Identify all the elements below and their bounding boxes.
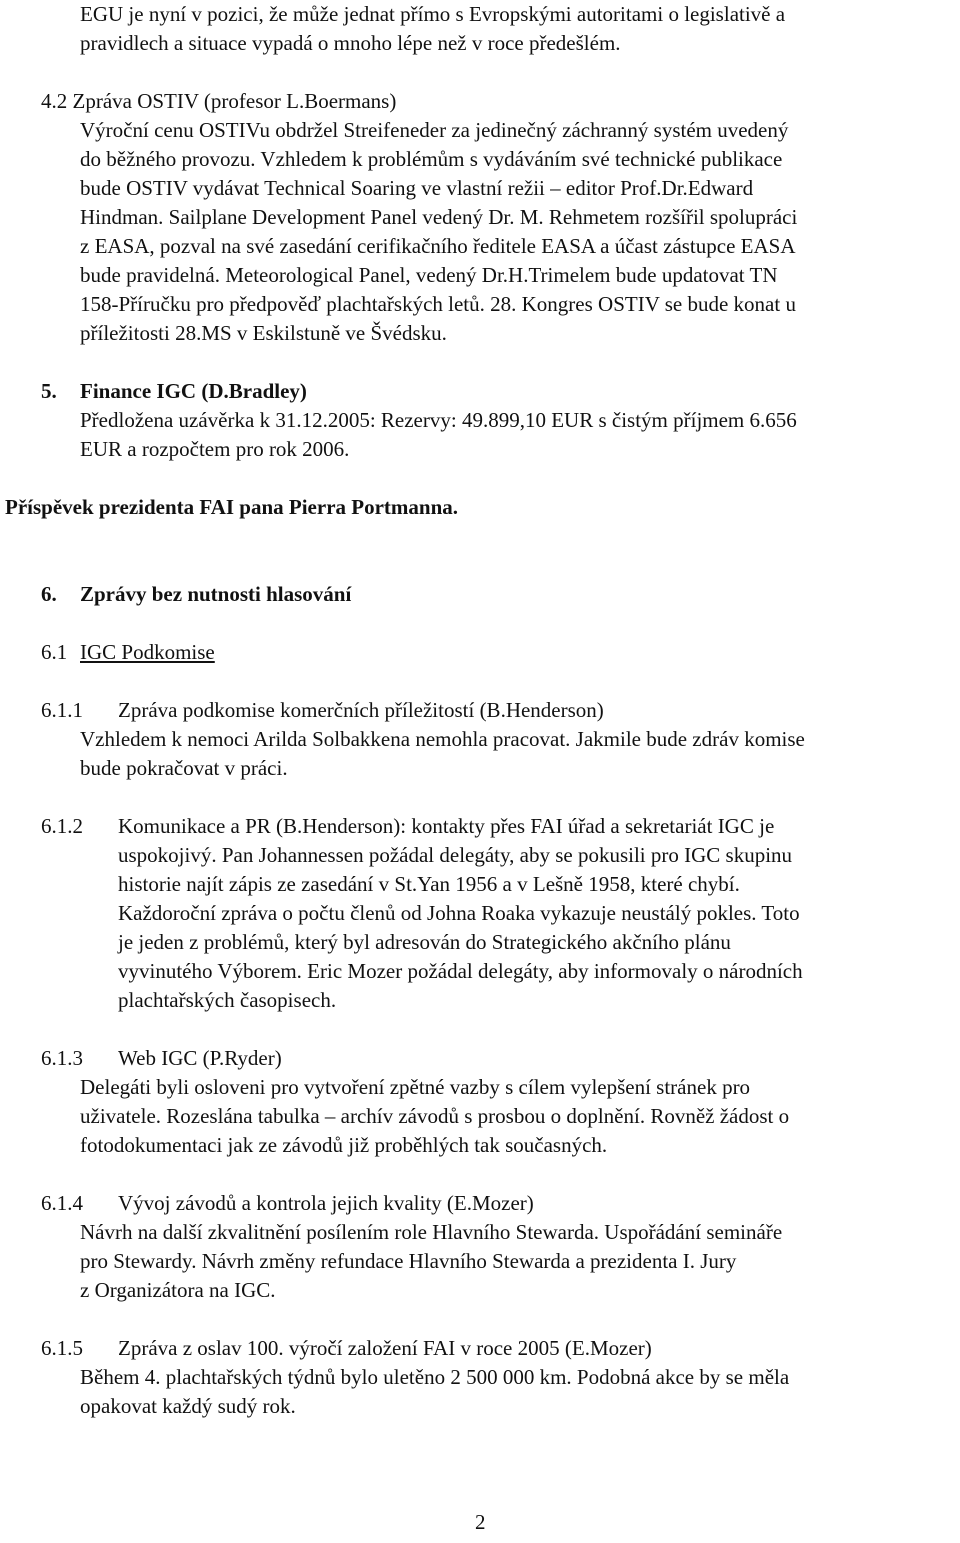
- section-6-1-2-line: vyvinutého Výborem. Eric Mozer požádal delegáty, aby informovaly o národních: [118, 959, 803, 983]
- section-4-2-line: do běžného provozu. Vzhledem k problémům s vydáváním své technické publikace: [80, 147, 783, 171]
- section-6-1-3-line: uživatele. Rozeslána tabulka – archív závodů s prosbou o doplnění. Rovněž žádost o: [80, 1104, 790, 1128]
- president-contribution-heading: Příspěvek prezidenta FAI pana Pierra Portmanna.: [5, 495, 459, 519]
- section-6-1-1-number: 6.1.1: [41, 698, 83, 722]
- section-6-1-4-number: 6.1.4: [41, 1191, 83, 1215]
- section-6-1-4-title: Vývoj závodů a kontrola jejich kvality (E.Mozer): [118, 1191, 534, 1215]
- section-6-1-5-number: 6.1.5: [41, 1336, 83, 1360]
- section-6-1-2-line: Každoroční zpráva o počtu členů od Johna Roaka vykazuje neustálý pokles. Toto: [118, 901, 800, 925]
- page-number: 2: [475, 1510, 486, 1534]
- section-6-1-2-line: plachtařských časopisech.: [118, 988, 337, 1012]
- section-6-1-1-line: Vzhledem k nemoci Arilda Solbakkena nemohla pracovat. Jakmile bude zdráv komise: [80, 727, 805, 751]
- section-4-2-line: bude OSTIV vydávat Technical Soaring ve vlastní režii – editor Prof.Dr.Edward: [80, 176, 754, 200]
- section-6-1-5-line: opakovat každý sudý rok.: [80, 1394, 296, 1418]
- section-6-1-3-number: 6.1.3: [41, 1046, 83, 1070]
- section-6-1-4-line: Návrh na další zkvalitnění posílením role Hlavního Stewarda. Uspořádání semináře: [80, 1220, 783, 1244]
- section-4-2-line: bude pravidelná. Meteorological Panel, vedený Dr.H.Trimelem bude updatovat TN: [80, 263, 778, 287]
- section-6-1-1-line: bude pokračovat v práci.: [80, 756, 288, 780]
- section-6-1-2-line: je jeden z problémů, který byl adresován do Strategického akčního plánu: [118, 930, 731, 954]
- section-6-1-4-line: z Organizátora na IGC.: [80, 1278, 276, 1302]
- section-6-1-3-line: Delegáti byli osloveni pro vytvoření zpětné vazby s cílem vylepšení stránek pro: [80, 1075, 751, 1099]
- section-5-title: Finance IGC (D.Bradley): [80, 379, 307, 403]
- section-5-line: Předložena uzávěrka k 31.12.2005: Rezervy: 49.899,10 EUR s čistým příjmem 6.656: [80, 408, 797, 432]
- section-4-2-line: Výroční cenu OSTIVu obdržel Streifeneder za jedinečný záchranný systém uvedený: [80, 118, 789, 142]
- section-6-1-2-line: uspokojivý. Pan Johannessen požádal delegáty, aby se pokusili pro IGC skupinu: [118, 843, 793, 867]
- section-6-1-2-line: Komunikace a PR (B.Henderson): kontakty přes FAI úřad a sekretariát IGC je: [118, 814, 775, 838]
- section-6-1-5-line: Během 4. plachtařských týdnů bylo uletěno 2 500 000 km. Podobná akce by se měla: [80, 1365, 790, 1389]
- section-6-1-4-line: pro Stewardy. Návrh změny refundace Hlavního Stewarda a prezidenta I. Jury: [80, 1249, 737, 1273]
- section-6-1-2-line: historie najít zápis ze zasedání v St.Yan 1956 a v Lešně 1958, které chybí.: [118, 872, 740, 896]
- section-4-2-line: Hindman. Sailplane Development Panel vedený Dr. M. Rehmetem rozšířil spolupráci: [80, 205, 798, 229]
- section-6-number: 6.: [41, 582, 57, 606]
- section-4-2-line: příležitosti 28.MS v Eskilstuně ve Švédsku.: [80, 321, 447, 345]
- section-6-1-2-number: 6.1.2: [41, 814, 83, 838]
- section-6-1-3-line: fotodokumentaci jak ze závodů již proběhlých tak současných.: [80, 1133, 608, 1157]
- section-5-line: EUR a rozpočtem pro rok 2006.: [80, 437, 350, 461]
- section-6-title: Zprávy bez nutnosti hlasování: [80, 582, 352, 606]
- section-4-2-line: 158-Příručku pro předpověď plachtařských letů. 28. Kongres OSTIV se bude konat u: [80, 292, 796, 316]
- section-5-number: 5.: [41, 379, 57, 403]
- section-6-1-3-title: Web IGC (P.Ryder): [118, 1046, 282, 1070]
- intro-line-1: EGU je nyní v pozici, že může jednat přímo s Evropskými autoritami o legislativě a: [80, 2, 786, 26]
- section-6-1-title: IGC Podkomise: [80, 640, 215, 664]
- section-6-1-number: 6.1: [41, 640, 68, 664]
- section-4-2-line: z EASA, pozval na své zasedání cerifikačního ředitele EASA a účast zástupce EASA: [80, 234, 796, 258]
- section-6-1-1-title: Zpráva podkomise komerčních příležitostí (B.Henderson): [118, 698, 604, 722]
- section-6-1-5-title: Zpráva z oslav 100. výročí založení FAI v roce 2005 (E.Mozer): [118, 1336, 652, 1360]
- intro-line-2: pravidlech a situace vypadá o mnoho lépe než v roce předešlém.: [80, 31, 621, 55]
- section-4-2-heading: 4.2 Zpráva OSTIV (profesor L.Boermans): [41, 89, 397, 113]
